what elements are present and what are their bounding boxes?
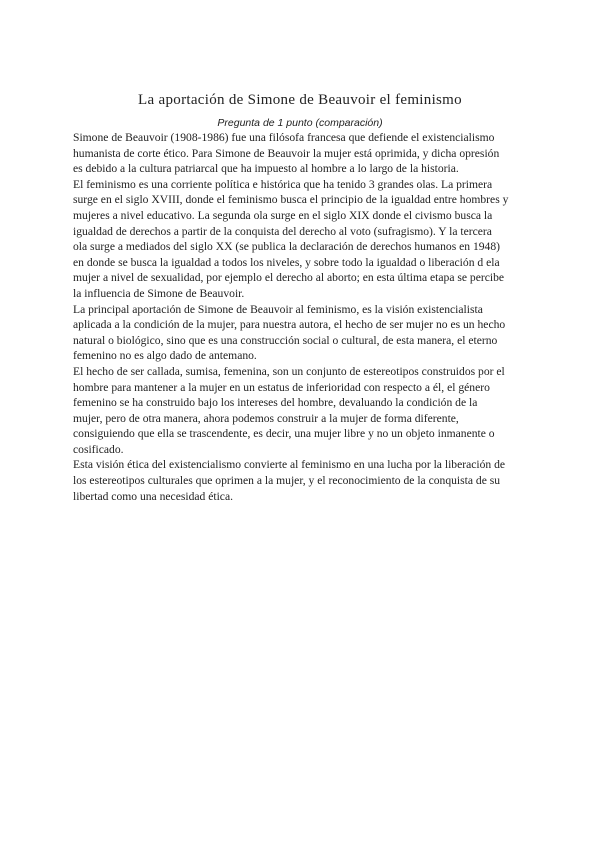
body-text-line: femenino se ha construido bajo los intereses del hombre, devaluando la condición de la	[73, 396, 478, 410]
document-subtitle: Pregunta de 1 punto (comparación)	[217, 117, 383, 129]
body-text-line: ola surge a mediados del siglo XX (se publica la declaración de derechos humanos en 1948)	[73, 240, 501, 254]
body-text-line: mujeres a nivel educativo. La segunda ola surge en el siglo XIX donde el civismo busca la	[73, 208, 493, 222]
body-text-line: hombre para mantener a la mujer en un estatus de inferioridad con respecto a él, el género	[73, 380, 490, 394]
body-text-line: los estereotipos culturales que oprimen a la mujer, y el reconocimiento de la conquista de su	[73, 474, 501, 488]
body-text-line: consiguiendo que ella se trascendente, es decir, una mujer libre y no un objeto inmanente o	[73, 427, 495, 441]
body-text-line: Esta visión ética del existencialismo convierte al feminismo en una lucha por la liberación de	[73, 458, 506, 472]
body-text-line: es debido a la cultura patriarcal que ha impuesto al hombre a lo largo de la historia.	[73, 162, 459, 176]
body-text-line: surge en el siglo XVIII, donde el feminismo busca el principio de la igualdad entre hombres y	[73, 193, 509, 207]
body-text-line: El feminismo es una corriente política e histórica que ha tenido 3 grandes olas. La primera	[73, 177, 493, 191]
body-text-line: La principal aportación de Simone de Beauvoir al feminismo, es la visión existencialista	[73, 302, 483, 316]
body-text-line: libertad como una necesidad ética.	[73, 489, 233, 503]
body-text-line: igualdad de derechos a partir de la conquista del derecho al voto (sufragismo). Y la tercera	[73, 224, 492, 238]
body-text-line: en donde se busca la igualdad a todos los niveles, y sobre todo la igualdad o liberación d ela	[73, 255, 500, 269]
document-title: La aportación de Simone de Beauvoir el feminismo	[138, 92, 462, 108]
body-text-line: mujer a nivel de sexualidad, por ejemplo el derecho al aborto; en esta última etapa se percibe	[73, 271, 505, 285]
body-text-line: la influencia de Simone de Beauvoir.	[73, 286, 245, 300]
body-text-line: cosificado.	[73, 442, 124, 456]
body-text-line: aplicada a la condición de la mujer, para nuestra autora, el hecho de ser mujer no es un hecho	[73, 318, 506, 332]
body-text-line: humanista de corte ético. Para Simone de Beauvoir la mujer está oprimida, y dicha opresión	[73, 146, 500, 160]
body-text-line: El hecho de ser callada, sumisa, femenina, son un conjunto de estereotipos construidos por el	[73, 364, 505, 378]
body-text-line: mujer, pero de otra manera, ahora podemos construir a la mujer de forma diferente,	[73, 411, 459, 425]
document-body	[73, 130, 533, 504]
body-text-line: Simone de Beauvoir (1908-1986) fue una filósofa francesa que defiende el existencialismo	[73, 131, 495, 144]
body-text-line: natural o biológico, sino que es una construcción social o cultural, de esta manera, el eterno	[73, 333, 498, 347]
body-text-line: femenino no es algo dado de antemano.	[73, 349, 257, 363]
